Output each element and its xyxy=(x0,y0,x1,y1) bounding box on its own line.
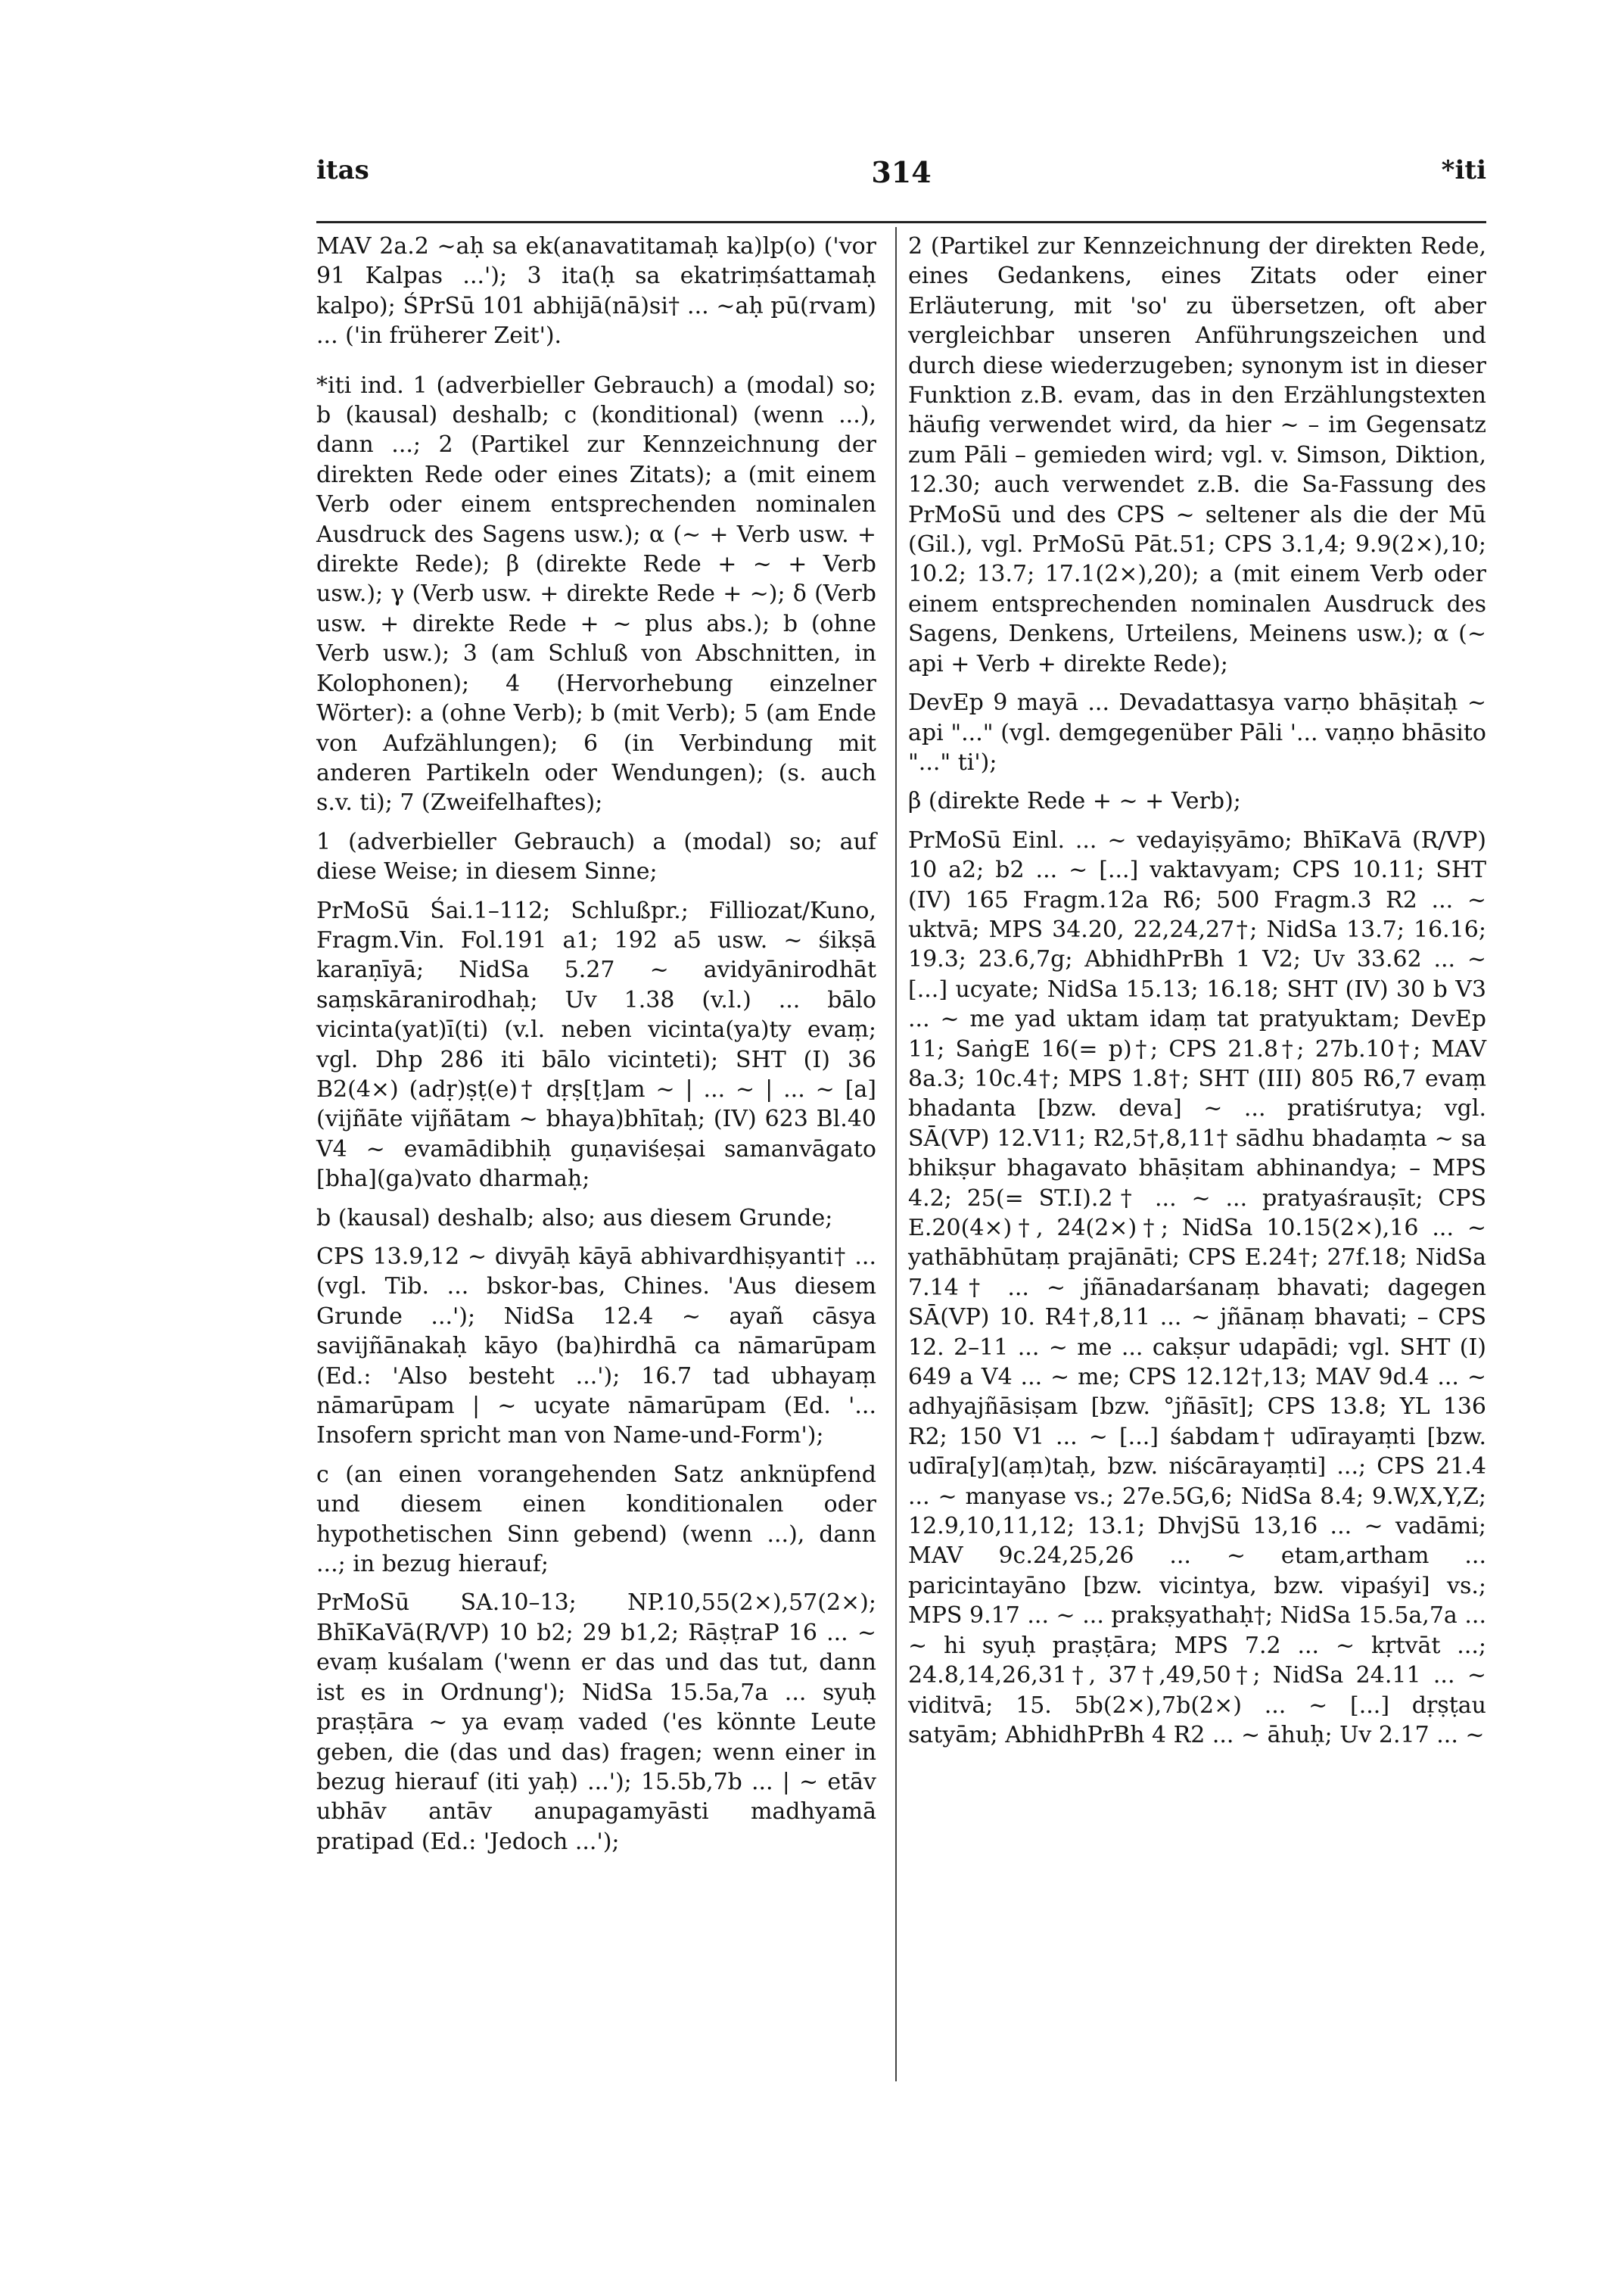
paragraph: PrMoSū SA.10–13; NP.10,55(2×),57(2×); BhīKaVā(R/VP) 10 b2; 29 b1,2; RāṣṭraP 16 ... ~ evaṃ kuśalam ('wenn er das und das tut, dann ist es in Ordnung'); NidSa 15.5a,7a ... syuḥ praṣṭāra ~ ya evaṃ vaded ('es könnte Leute geben, die (das und das) fragen; wenn einer in bezug hierauf (iti yaḥ) ...'); 15.5b,7b ... | ~ etāv ubhāv antāv anupagamyāsti madhyamā pratipad (Ed.: 'Jedoch ...'); xyxy=(316,1589,876,1855)
paragraph: β (direkte Rede + ~ + Verb); xyxy=(908,788,1241,815)
paragraph: 1 (adverbieller Gebrauch) a (modal) so; auf diese Weise; in diesem Sinne; xyxy=(316,828,876,886)
paragraph: DevEp 9 mayā ... Devadattasya varṇo bhāṣitaḥ ~ api "..." (vgl. demgegenüber Pāli '... vaṇṇo bhāsito "..." ti'); xyxy=(908,689,1486,776)
header-rule xyxy=(316,221,1486,223)
paragraph: *iti ind. 1 (adverbieller Gebrauch) a (modal) so; b (kausal) deshalb; c (konditional) (wenn ...), dann ...; 2 (Partikel zur Kennzeichnung der direkten Rede oder eines Zitats); a (mit einem Verb oder einem entsprechenden nominalen Ausdruck des Sagens usw.); α (~ + Verb usw. + direkte Rede); β (direkte Rede + ~ + Verb usw.); γ (Verb usw. + direkte Rede + ~); δ (Verb usw. + direkte Rede + ~ plus abs.); b (ohne Verb usw.); 3 (am Schluß von Abschnitten, in Kolophonen); 4 (Hervorhebung einzelner Wörter): a (ohne Verb); b (mit Verb); 5 (am Ende von Aufzählungen); 6 (in Verbindung mit anderen Partikeln oder Wendungen); (s. auch s.v. ti); 7 (Zweifelhaftes); xyxy=(316,372,876,817)
running-head-right: *iti xyxy=(1441,155,1486,185)
running-head-left: itas xyxy=(316,155,369,185)
paragraph: b (kausal) deshalb; also; aus diesem Grunde; xyxy=(316,1204,833,1231)
page-number: 314 xyxy=(871,155,932,189)
paragraph: MAV 2a.2 ~aḥ sa ek(anavatitamaḥ ka)lp(o) ('vor 91 Kalpas ...'); 3 ita(ḥ sa ekatriṃśattamaḥ kalpo); ŚPrSū 101 abhijā(nā)si† ... ~aḥ pū(rvam) ... ('in früherer Zeit'). xyxy=(316,233,876,350)
paragraph: CPS 13.9,12 ~ divyāḥ kāyā abhivardhiṣyanti† ... (vgl. Tib. ... bskor-bas, Chines. 'Aus diesem Grunde ...'); NidSa 12.4 ~ ayañ cāsya savijñānakaḥ kāyo (ba)hirdhā ca nāmarūpam (Ed.: 'Also besteht ...'); 16.7 tad ubhayaṃ nāmarūpam | ~ ucyate nāmarūpam (Ed. '... Insofern spricht man von Name-und-Form'); xyxy=(316,1244,876,1449)
left-column xyxy=(316,232,876,1866)
paragraph: PrMoSū Einl. ... ~ vedayiṣyāmo; BhīKaVā (R/VP) 10 a2; b2 ... ~ [...] vaktavyam; CPS 10.11; SHT (IV) 165 Fragm.12a R6; 500 Fragm.3 R2 ... ~ uktvā; MPS 34.20, 22,24,27†; NidSa 13.7; 16.16; 19.3; 23.6,7g; AbhidhPrBh 1 V2; Uv 33.62 ... ~ [...] ucyate; NidSa 15.13; 16.18; SHT (IV) 30 b V3 ... ~ me yad uktam idaṃ tat pratyuktam; DevEp 11; SaṅgE 16(= p)†; CPS 21.8†; 27b.10†; MAV 8a.3; 10c.4†; MPS 1.8†; SHT (III) 805 R6,7 evaṃ bhadanta [bzw. deva] ~ ... pratiśrutya; vgl. SĀ(VP) 12.V11; R2,5†,8,11† sādhu bhadaṃta ~ sa bhikṣur bhagavato bhāṣitam abhinandya; – MPS 4.2; 25(= ST.I).2† ... ~ ... pratyaśrauṣīt; CPS E.20(4×)†, 24(2×)†; NidSa 10.15(2×),16 ... ~ yathābhūtaṃ prajānāti; CPS E.24†; 27f.18; NidSa 7.14† ... ~ jñānadarśanaṃ bhavati; dagegen SĀ(VP) 10. R4†,8,11 ... ~ jñānaṃ bhavati; – CPS 12. 2–11 ... ~ me ... cakṣur udapādi; vgl. SHT (I) 649 a V4 ... ~ me; CPS 12.12†,13; MAV 9d.4 ... ~ adhyajñāsiṣam [bzw. °jñāsīt]; CPS 13.8; YL 136 R2; 150 V1 ... ~ [...] śabdam† udīrayaṃti [bzw. udīra[y](aṃ)taḥ, bzw. niścārayaṃti] ...; CPS 21.4 ... ~ manyase vs.; 27e.5G,6; NidSa 8.4; 9.W,X,Y,Z; 12.9,10,11,12; 13.1; DhvjSū 13,16 ... ~ vadāmi; MAV 9c.24,25,26 ... ~ etam,artham ... paricintayāno [bzw. vicintya, bzw. vipaśyi] vs.; MPS 9.17 ... ~ ... prakṣyathaḥ†; NidSa 15.5a,7a ... ~ hi syuḥ praṣṭāra; MPS 7.2 ... ~ kṛtvāt ...; 24.8,14,26,31†, 37†,49,50†; NidSa 24.11 ... ~ viditvā; 15. 5b(2×),7b(2×) ... ~ [...] dṛṣṭau satyām; AbhidhPrBh 4 R2 ... ~ āhuḥ; Uv 2.17 ... ~ xyxy=(908,826,1486,1748)
paragraph: c (an einen vorangehenden Satz anknüpfend und diesem einen konditionalen oder hypothetischen Sinn gebend) (wenn ...), dann ...; in bezug hierauf; xyxy=(316,1461,876,1578)
column-divider xyxy=(895,227,897,2081)
right-column xyxy=(908,232,1486,1759)
paragraph: 2 (Partikel zur Kennzeichnung der direkten Rede, eines Gedankens, eines Zitats oder einer Erläuterung, mit 'so' zu übersetzen, oft aber vergleichbar unseren Anführungszeichen und durch diese wiederzugeben; synonym ist in dieser Funktion z.B. evam, das in den Erzählungstexten häufig verwendet wird, da hier ~ – im Gegensatz zum Pāli – gemieden wird; vgl. v. Simson, Diktion, 12.30; auch verwendet z.B. die Sa-Fassung des PrMoSū und des CPS ~ seltener als die der Mū (Gil.), vgl. PrMoSū Pāt.51; CPS 3.1,4; 9.9(2×),10; 10.2; 13.7; 17.1(2×),20); a (mit einem Verb oder einem entsprechenden nominalen Ausdruck des Sagens, Denkens, Urteilens, Meinens usw.); α (~ api + Verb + direkte Rede); xyxy=(908,233,1486,677)
page-header xyxy=(316,155,1486,201)
paragraph: PrMoSū Śai.1–112; Schlußpr.; Filliozat/Kuno, Fragm.Vin. Fol.191 a1; 192 a5 usw. ~ śikṣā karaṇīyā; NidSa 5.27 ~ avidyānirodhāt saṃskāranirodhaḥ; Uv 1.38 (v.l.) ... bālo vicinta(yat)ī(ti) (v.l. neben vicinta(ya)ty evaṃ; vgl. Dhp 286 iti bālo vicinteti); SHT (I) 36 B2(4×) (adṛ)ṣṭ(e)† dṛṣ[ṭ]am ~ | ... ~ | ... ~ [a](vijñāte vijñātam ~ bhaya)bhītaḥ; (IV) 623 Bl.40 V4 ~ evamādibhiḥ guṇaviśeṣai samanvāgato [bha](ga)vato dharmaḥ; xyxy=(316,897,876,1193)
